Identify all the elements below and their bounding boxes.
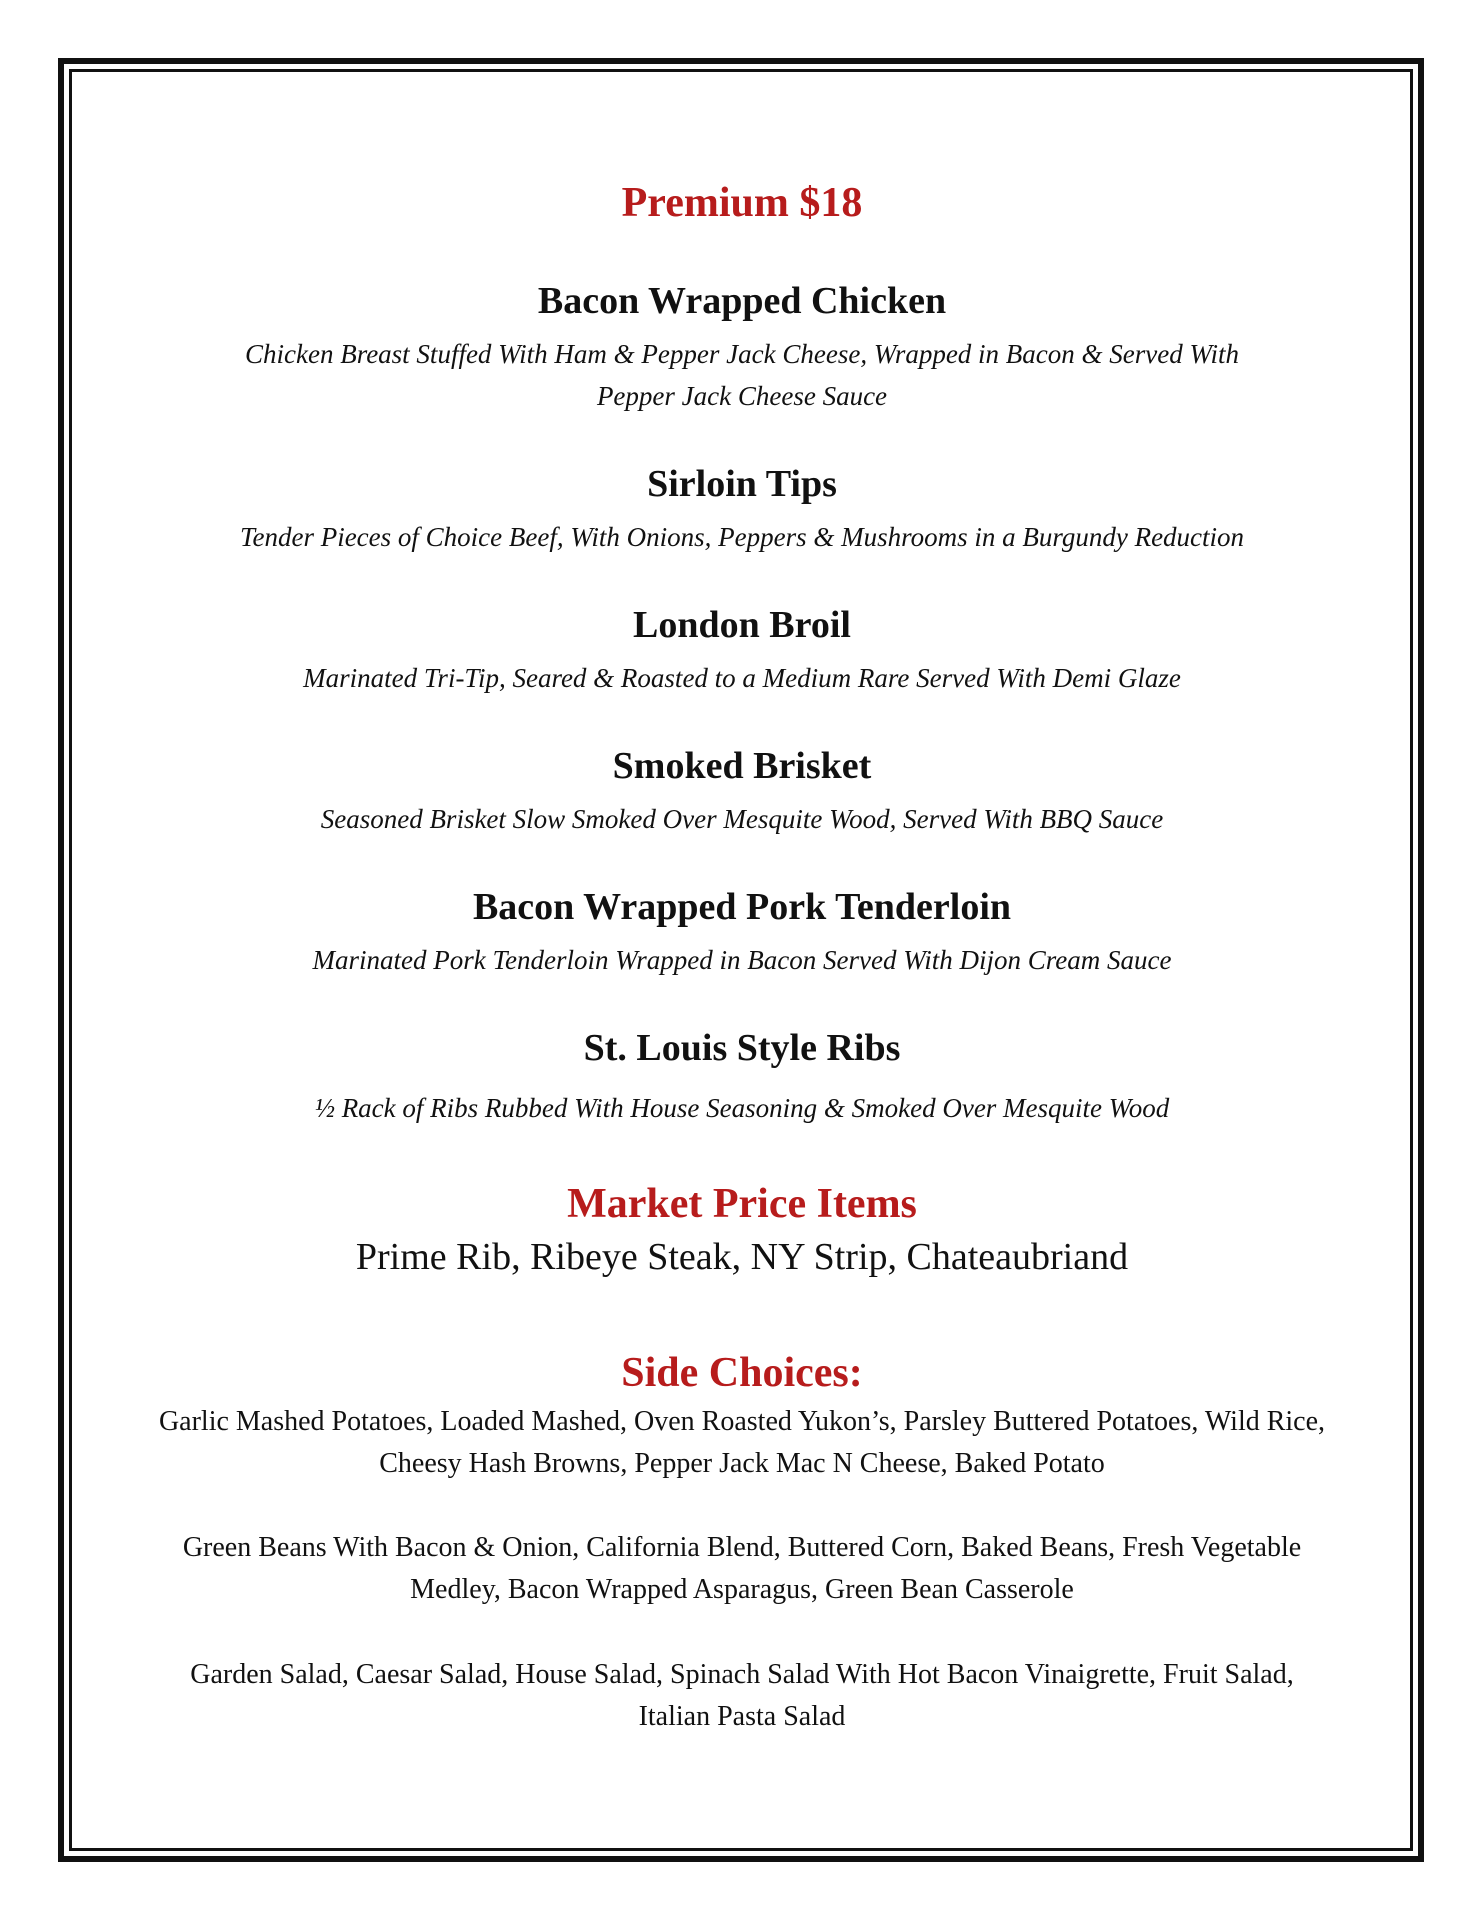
market-title: Market Price Items: [567, 1181, 917, 1227]
item-name: Bacon Wrapped Chicken: [537, 280, 947, 322]
market-items: Prime Rib, Ribeye Steak, NY Strip, Chateaubriand: [355, 1236, 1129, 1278]
item-name: Bacon Wrapped Pork Tenderloin: [472, 886, 1012, 928]
side-choices-paragraph: Garlic Mashed Potatoes, Loaded Mashed, Oven Roasted Yukon’s, Parsley Buttered Potatoes, Wild Rice, Cheesy Hash Browns, Pepper Jack Mac N Cheese, Baked Potato: [158, 1406, 1326, 1479]
item-description: Tender Pieces of Choice Beef, With Onions, Peppers & Mushrooms in a Burgundy Reduction: [239, 522, 1245, 552]
item-description: Marinated Tri-Tip, Seared & Roasted to a Medium Rare Served With Demi Glaze: [303, 663, 1181, 693]
item-name: Sirloin Tips: [647, 463, 837, 505]
side-choices-paragraph: Green Beans With Bacon & Onion, California Blend, Buttered Corn, Baked Beans, Fresh Vegetable Medley, Bacon Wrapped Asparagus, Green Bean Casserole: [182, 1532, 1302, 1605]
item-description: Seasoned Brisket Slow Smoked Over Mesquite Wood, Served With BBQ Sauce: [320, 804, 1164, 834]
item-description: ½ Rack of Ribs Rubbed With House Seasoning & Smoked Over Mesquite Wood: [314, 1093, 1170, 1123]
item-name: Smoked Brisket: [612, 745, 872, 787]
item-name: London Broil: [633, 604, 851, 646]
sides-title: Side Choices:: [621, 1350, 863, 1396]
item-description: Marinated Pork Tenderloin Wrapped in Bacon Served With Dijon Cream Sauce: [312, 945, 1172, 975]
side-choices-paragraph: Garden Salad, Caesar Salad, House Salad, Spinach Salad With Hot Bacon Vinaigrette, Fruit Salad, Italian Pasta Salad: [190, 1659, 1294, 1732]
premium-title: Premium $18: [621, 180, 863, 226]
item-name: St. Louis Style Ribs: [583, 1027, 901, 1069]
item-description: Chicken Breast Stuffed With Ham & Pepper Jack Cheese, Wrapped in Bacon & Served With Pepper Jack Cheese Sauce: [244, 339, 1240, 411]
